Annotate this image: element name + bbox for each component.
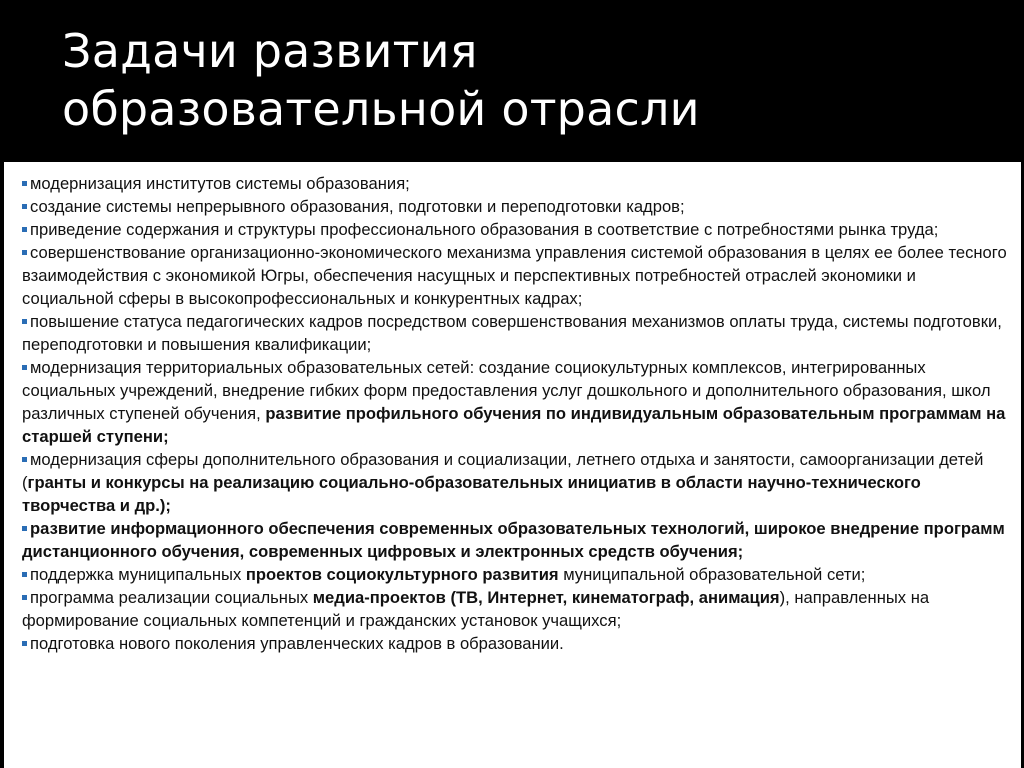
- item-text-bold: гранты и конкурсы на реализацию социально-образовательных инициатив в области научно-технического творчества и др.);: [22, 473, 921, 515]
- item-text: модернизация сферы дополнительного образования и социализации, летнего отдыха и занятости, самоорганизации детей (: [22, 450, 984, 492]
- square-bullet-icon: [22, 365, 27, 370]
- list-item: [22, 563, 1009, 586]
- list-item: [22, 356, 1009, 448]
- item-text: ), направленных на формирование социальных компетенций и гражданских установок учащихся;: [22, 588, 930, 630]
- list-item: [22, 195, 1009, 218]
- slide-title: [62, 22, 1002, 138]
- title-line-1: Задачи развития: [62, 24, 478, 78]
- list-item: [22, 586, 1009, 632]
- item-text: муниципальной образовательной сети;: [558, 565, 866, 584]
- item-text: приведение содержания и структуры профессионального образования в соответствие с потребностями рынка труда;: [30, 220, 939, 239]
- square-bullet-icon: [22, 641, 27, 646]
- item-text: модернизация институтов системы образования;: [30, 174, 410, 193]
- square-bullet-icon: [22, 227, 27, 232]
- item-text: программа реализации социальных: [30, 588, 313, 607]
- square-bullet-icon: [22, 595, 27, 600]
- item-text: поддержка муниципальных: [30, 565, 246, 584]
- item-text: повышение статуса педагогических кадров посредством совершенствования механизмов оплаты труда, системы подготовки, переподготовки и повышения квалификации;: [22, 312, 1002, 354]
- square-bullet-icon: [22, 181, 27, 186]
- square-bullet-icon: [22, 526, 27, 531]
- item-text-bold: развитие информационного обеспечения современных образовательных технологий, широкое внедрение программ дистанционного обучения, современных цифровых и электронных средств обучения;: [22, 519, 1005, 561]
- square-bullet-icon: [22, 572, 27, 577]
- item-text: подготовка нового поколения управленческих кадров в образовании.: [30, 634, 564, 653]
- item-text: совершенствование организационно-экономического механизма управления системой образования в целях ее более тесного взаимодействия с экономикой Югры, обеспечения насущных и перспективных потребностей отраслей экономики и социальной сферы в высокопрофессиональных и конкурентных кадрах;: [22, 243, 1007, 308]
- content-panel: [4, 162, 1021, 768]
- square-bullet-icon: [22, 319, 27, 324]
- item-text-bold: медиа-проектов (ТВ, Интернет, кинематограф, анимация: [312, 588, 780, 607]
- square-bullet-icon: [22, 457, 27, 462]
- list-item: [22, 172, 1009, 195]
- list-item: [22, 448, 1009, 517]
- item-text: создание системы непрерывного образования, подготовки и переподготовки кадров;: [30, 197, 685, 216]
- square-bullet-icon: [22, 250, 27, 255]
- list-item: [22, 218, 1009, 241]
- item-text-bold: проектов социокультурного развития: [245, 565, 559, 584]
- title-line-2: образовательной отрасли: [62, 82, 700, 136]
- square-bullet-icon: [22, 204, 27, 209]
- list-item: [22, 241, 1009, 310]
- item-text-bold: развитие профильного обучения по индивидуальным образовательным программам на старшей ступени;: [22, 404, 1006, 446]
- list-item: [22, 310, 1009, 356]
- tasks-list: [4, 162, 1021, 655]
- list-item: [22, 517, 1009, 563]
- item-text: модернизация территориальных образовательных сетей: создание социокультурных комплексов, интегрированных социальных учреждений, внедрение гибких форм предоставления услуг дошкольного и дополнительного образования, школ различных ступеней обучения,: [22, 358, 991, 423]
- list-item: [22, 632, 1009, 655]
